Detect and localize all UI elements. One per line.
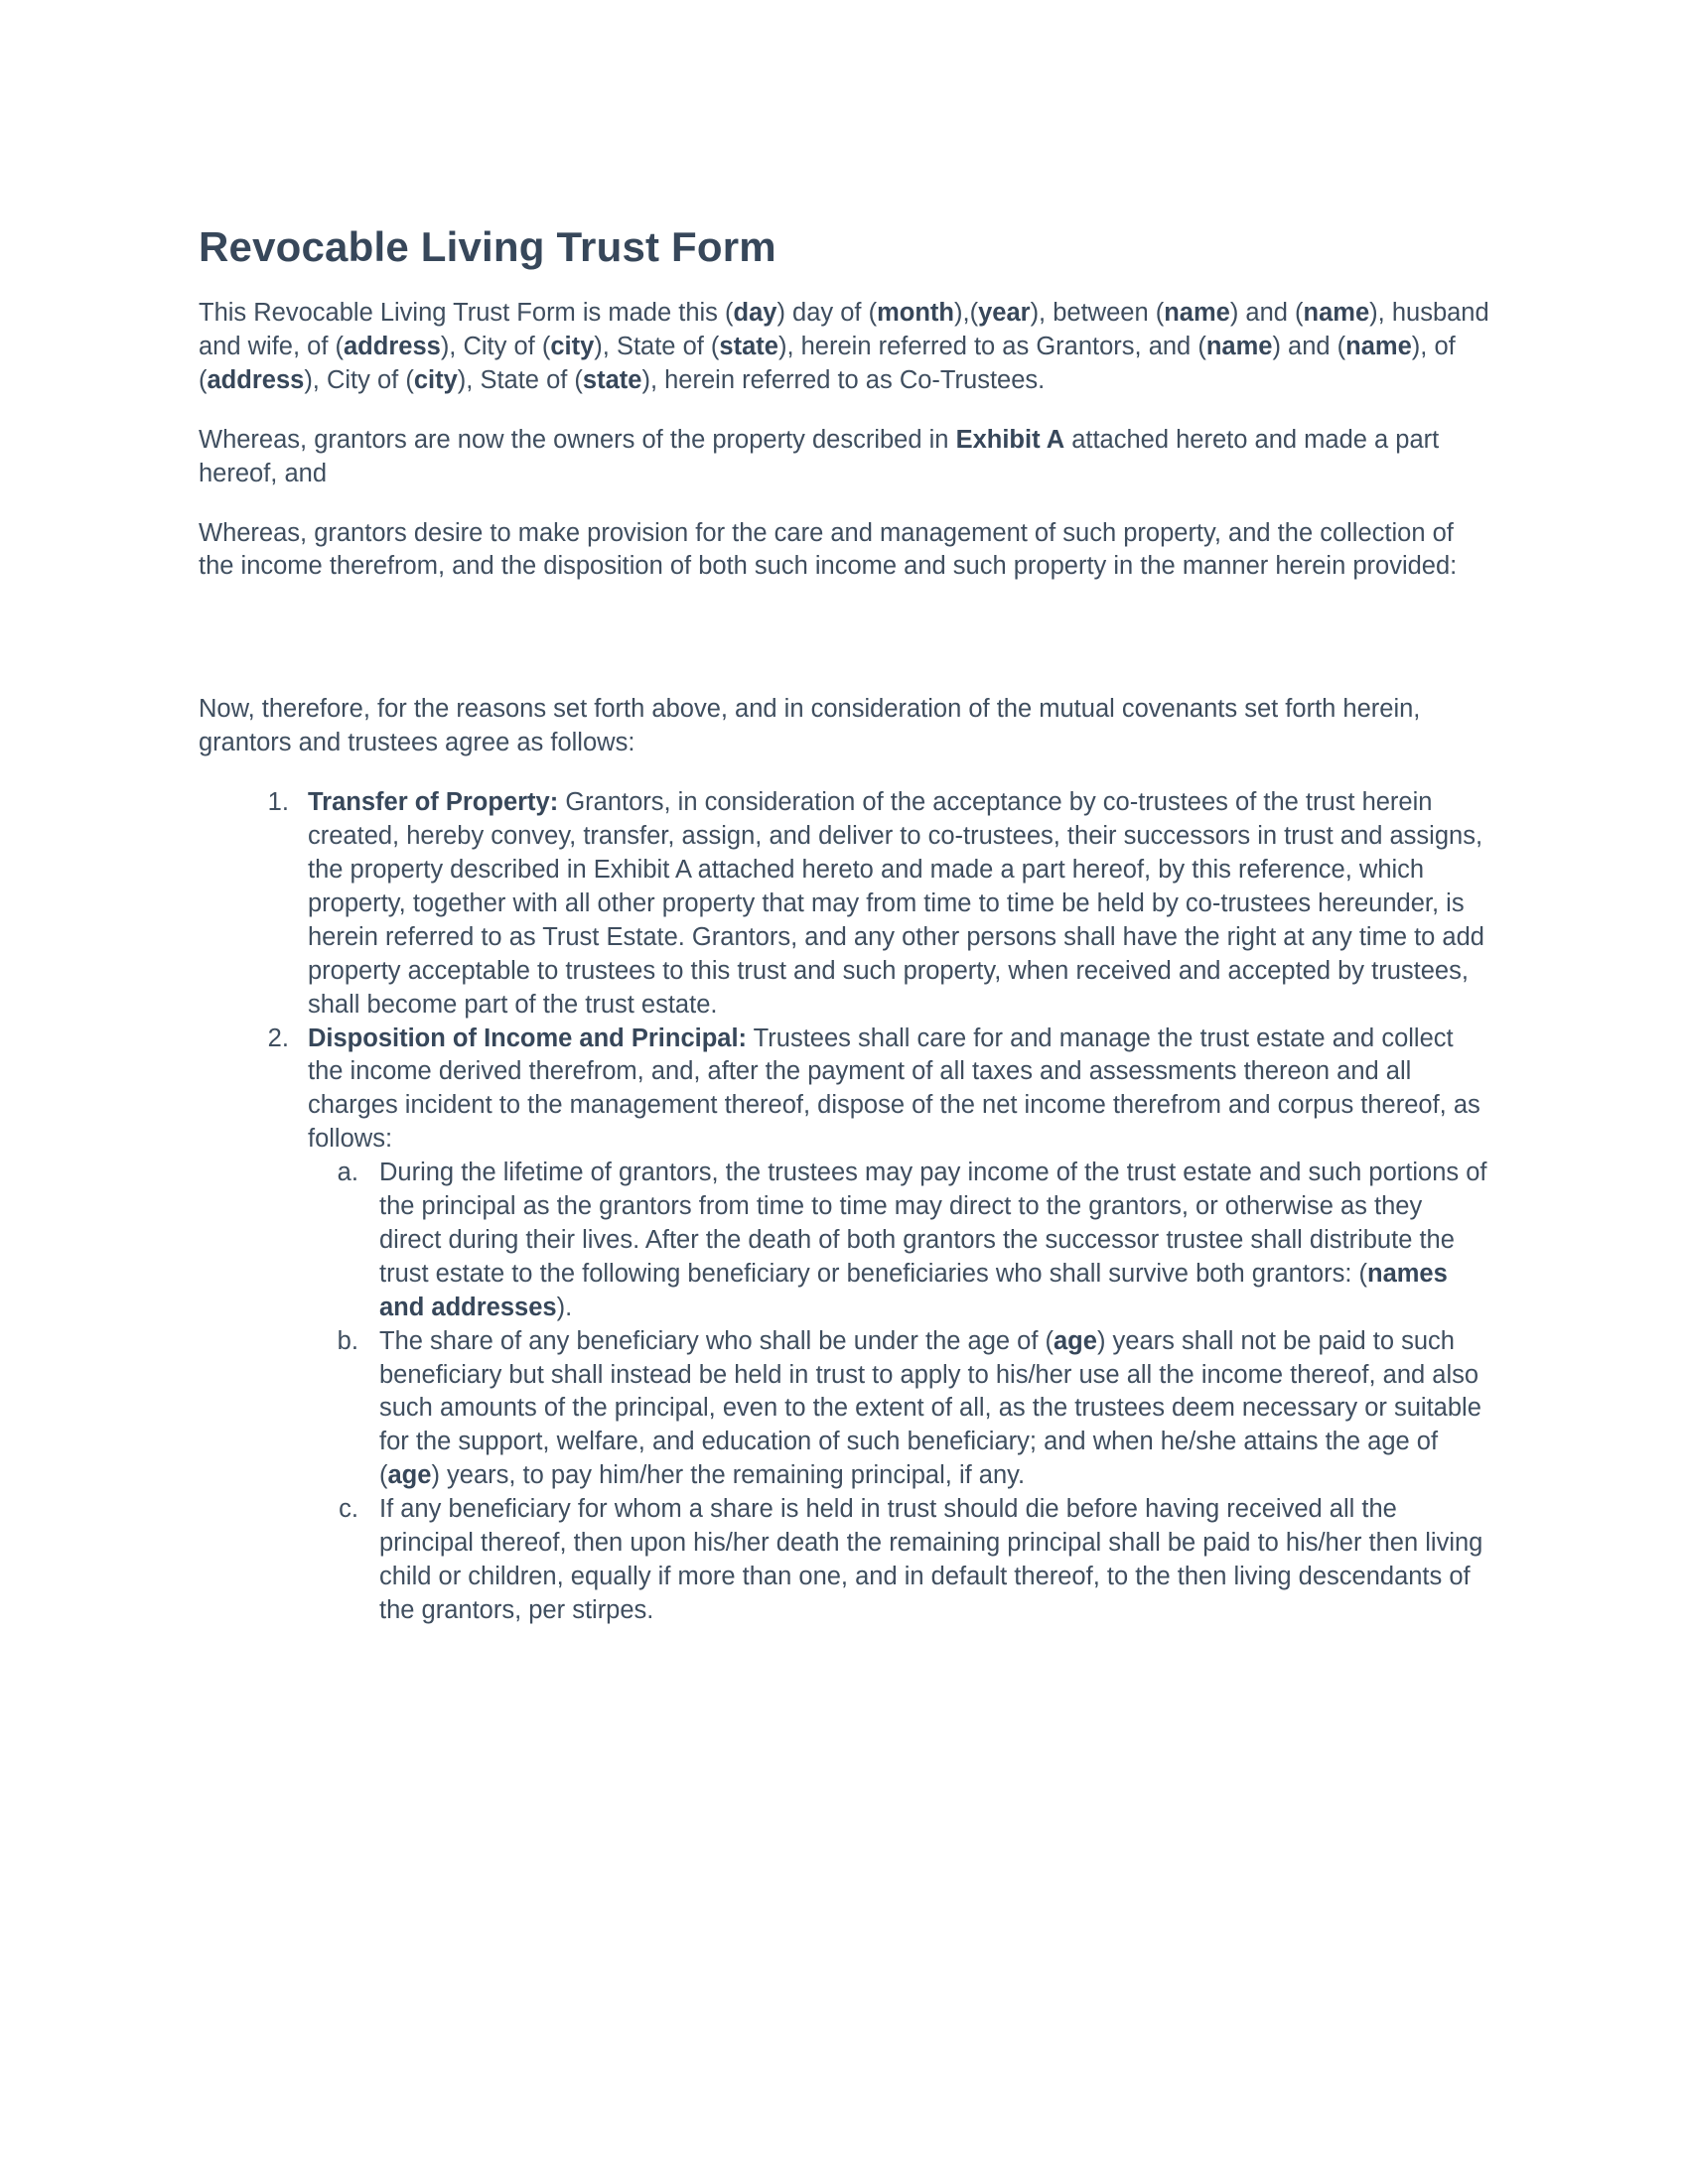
intro-paragraph-4: Now, therefore, for the reasons set forth above, and in consideration of the mutual covenants set forth herein, grantors and trustees agree as follows: <box>199 695 1421 757</box>
clause-item <box>296 1023 1489 1628</box>
sub-clause-text: During the lifetime of grantors, the trustees may pay income of the trust estate and such portions of the principal as the grantors from time to time may direct to the grantors, or otherwise as they direct during their lives. After the death of both grantors the successor trustee shall distribute the trust estate to the following beneficiary or beneficiaries who shall survive both grantors: (names and addresses). <box>379 1159 1487 1321</box>
clause-item <box>296 786 1489 1022</box>
sub-clause-item <box>365 1157 1489 1325</box>
page-title: Revocable Living Trust Form <box>199 223 776 270</box>
sub-clause-list <box>308 1157 1489 1628</box>
sub-clause-item <box>365 1325 1489 1494</box>
sub-clause-text: The share of any beneficiary who shall be under the age of (age) years shall not be paid to such beneficiary but shall instead be held in trust to apply to his/her use all the income thereof, and also such amounts of the principal, even to the extent of all, as the trustees deem necessary or suitable for the support, welfare, and education of such beneficiary; and when he/she attains the age of (age) years, to pay him/her the remaining principal, if any. <box>379 1326 1481 1490</box>
intro-paragraph-2: Whereas, grantors are now the owners of the property described in Exhibit A attached hereto and made a part hereof, and <box>199 425 1440 487</box>
intro-paragraph-3: Whereas, grantors desire to make provision for the care and management of such property, and the collection of the income therefrom, and the disposition of both such income and such property in the manner herein provided: <box>199 518 1458 581</box>
sub-clause-item <box>365 1493 1489 1628</box>
intro-paragraph-1: This Revocable Living Trust Form is made this (day) day of (month),(year), between (name) and (name), husband and wife, of (address), City of (city), State of (state), herein referred to as Grantors, and (name) and (name), of (address), City of (city), State of (state), herein referred to as Co-Trustees. <box>199 299 1489 394</box>
numbered-clause-list <box>199 786 1489 1628</box>
clause-text: Disposition of Income and Principal: Trustees shall care for and manage the trust estate and collect the income derived therefrom, and, after the payment of all taxes and assessments thereon and all charges incident to the management thereof, dispose of the net income therefrom and corpus thereof, as follows: <box>308 1024 1480 1154</box>
sub-clause-text: If any beneficiary for whom a share is held in trust should die before having received all the principal thereof, then upon his/her death the remaining principal shall be paid to his/her then living child or children, equally if more than one, and in default thereof, to the then living descendants of the grantors, per stirpes. <box>379 1495 1483 1624</box>
clause-text: Transfer of Property: Grantors, in consideration of the acceptance by co-trustees of the trust herein created, hereby convey, transfer, assign, and deliver to co-trustees, their successors in trust and assigns, the property described in Exhibit A attached hereto and made a part hereof, by this reference, which property, together with all other property that may from time to time be held by co-trustees hereunder, is herein referred to as Trust Estate. Grantors, and any other persons shall have the right at any time to add property acceptable to trustees to this trust and such property, when received and accepted by trustees, shall become part of the trust estate. <box>308 788 1484 1019</box>
